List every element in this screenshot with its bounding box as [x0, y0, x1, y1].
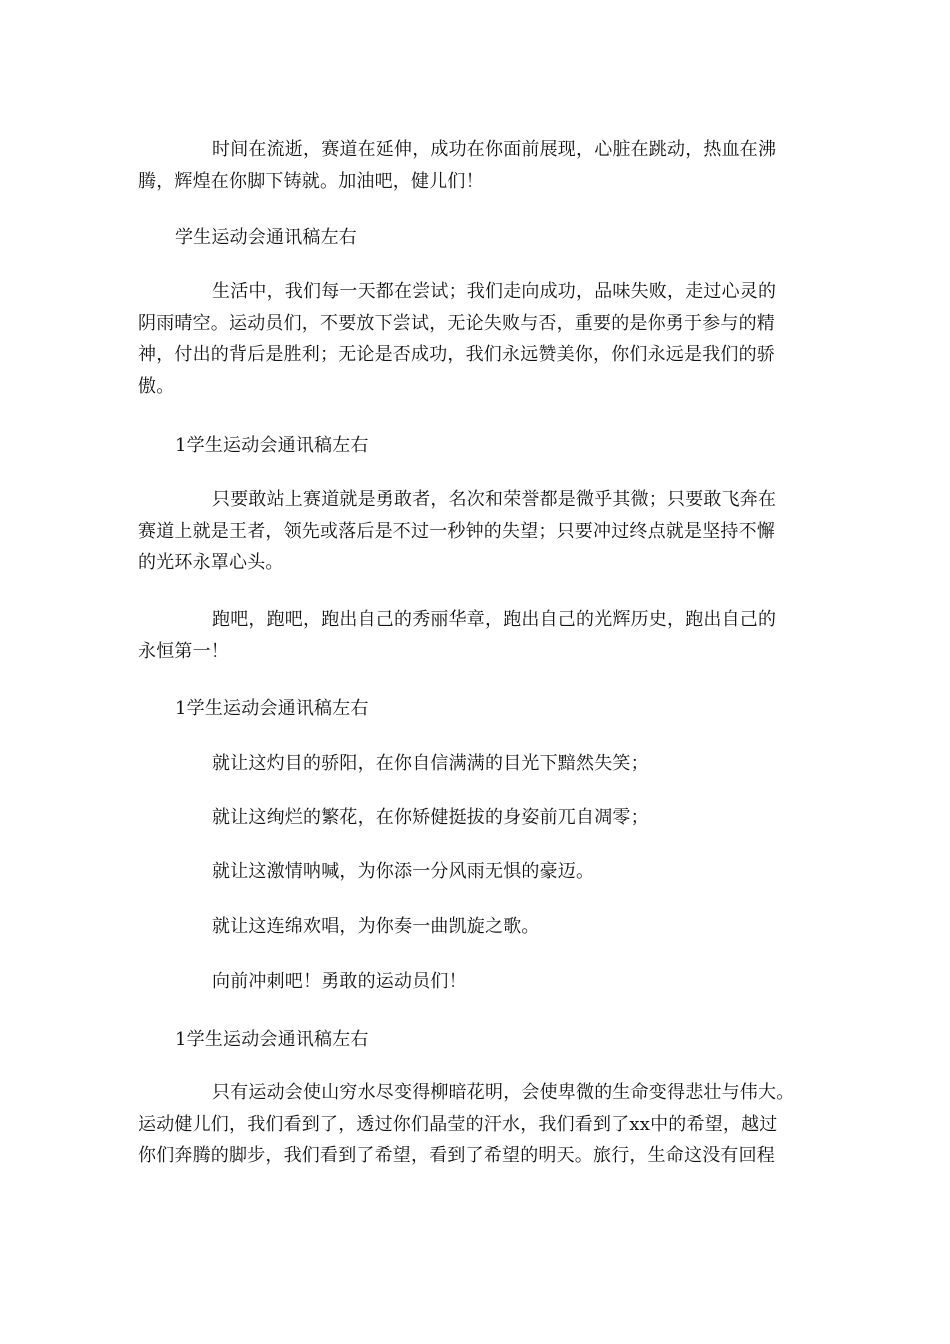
paragraph-1	[138, 134, 814, 197]
section-heading-text: 学生运动会通讯稿左右	[175, 227, 357, 248]
paragraph-6	[138, 802, 814, 834]
paragraph-3	[138, 484, 814, 579]
paragraph-line: 神，付出的背后是胜利；无论是否成功，我们永远赞美你，你们永远是我们的骄	[138, 344, 775, 365]
paragraph-line: 腾，辉煌在你脚下铸就。加油吧，健儿们！	[138, 170, 484, 192]
paragraph-line: 运动健儿们，我们看到了，透过你们晶莹的汗水，我们看到了xx中的希望，越过	[138, 1113, 778, 1135]
paragraph-8	[138, 911, 814, 943]
paragraph-line: 就让这绚烂的繁花，在你矫健挺拔的身姿前兀自凋零；	[212, 807, 649, 828]
paragraph-line: 傲。	[138, 375, 175, 397]
paragraph-line: 你们奔腾的脚步，我们看到了希望，看到了希望的明天。旅行，生命这没有回程	[138, 1145, 775, 1166]
section-heading-text: 1学生运动会通讯稿左右	[175, 1029, 369, 1050]
section-heading-3	[138, 693, 814, 725]
paragraph-line: 阴雨晴空。运动员们，不要放下尝试，无论失败与否，重要的是你勇于参与的精	[138, 312, 775, 334]
paragraph-line: 赛道上就是王者，领先或落后是不过一秒钟的失望；只要冲过终点就是坚持不懈	[138, 520, 775, 542]
paragraph-5	[138, 748, 814, 780]
paragraph-line: 只有运动会使山穷水尽变得柳暗花明，会使卑微的生命变得悲壮与伟大。	[212, 1082, 795, 1103]
paragraph-7	[138, 856, 814, 888]
paragraph-line: 的光环永罩心头。	[138, 552, 284, 573]
paragraph-line: 只要敢站上赛道就是勇敢者，名次和荣誉都是微乎其微；只要敢飞奔在	[212, 489, 777, 510]
paragraph-line: 跑吧，跑吧，跑出自己的秀丽华章，跑出自己的光辉历史，跑出自己的	[212, 609, 777, 630]
paragraph-line: 时间在流逝，赛道在延伸，成功在你面前展现，心脏在跳动，热血在沸	[212, 139, 777, 160]
paragraph-line: 向前冲刺吧！勇敢的运动员们！	[212, 971, 467, 992]
section-heading-text: 1学生运动会通讯稿左右	[175, 698, 369, 719]
paragraph-10	[138, 1077, 814, 1172]
section-heading-4	[138, 1024, 814, 1056]
paragraph-2	[138, 276, 814, 402]
paragraph-4	[138, 604, 814, 667]
section-heading-text: 1学生运动会通讯稿左右	[175, 435, 369, 456]
paragraph-9	[138, 966, 814, 998]
paragraph-line: 就让这连绵欢唱，为你奏一曲凯旋之歌。	[212, 916, 540, 937]
paragraph-line: 永恒第一！	[138, 640, 229, 662]
paragraph-line: 就让这激情呐喊，为你添一分风雨无惧的豪迈。	[212, 861, 595, 882]
section-heading-2	[138, 430, 814, 462]
paragraph-line: 就让这灼目的骄阳，在你自信满满的目光下黯然失笑；	[212, 753, 649, 774]
paragraph-line: 生活中，我们每一天都在尝试；我们走向成功，品味失败，走过心灵的	[212, 281, 777, 302]
section-heading-1	[138, 222, 814, 254]
